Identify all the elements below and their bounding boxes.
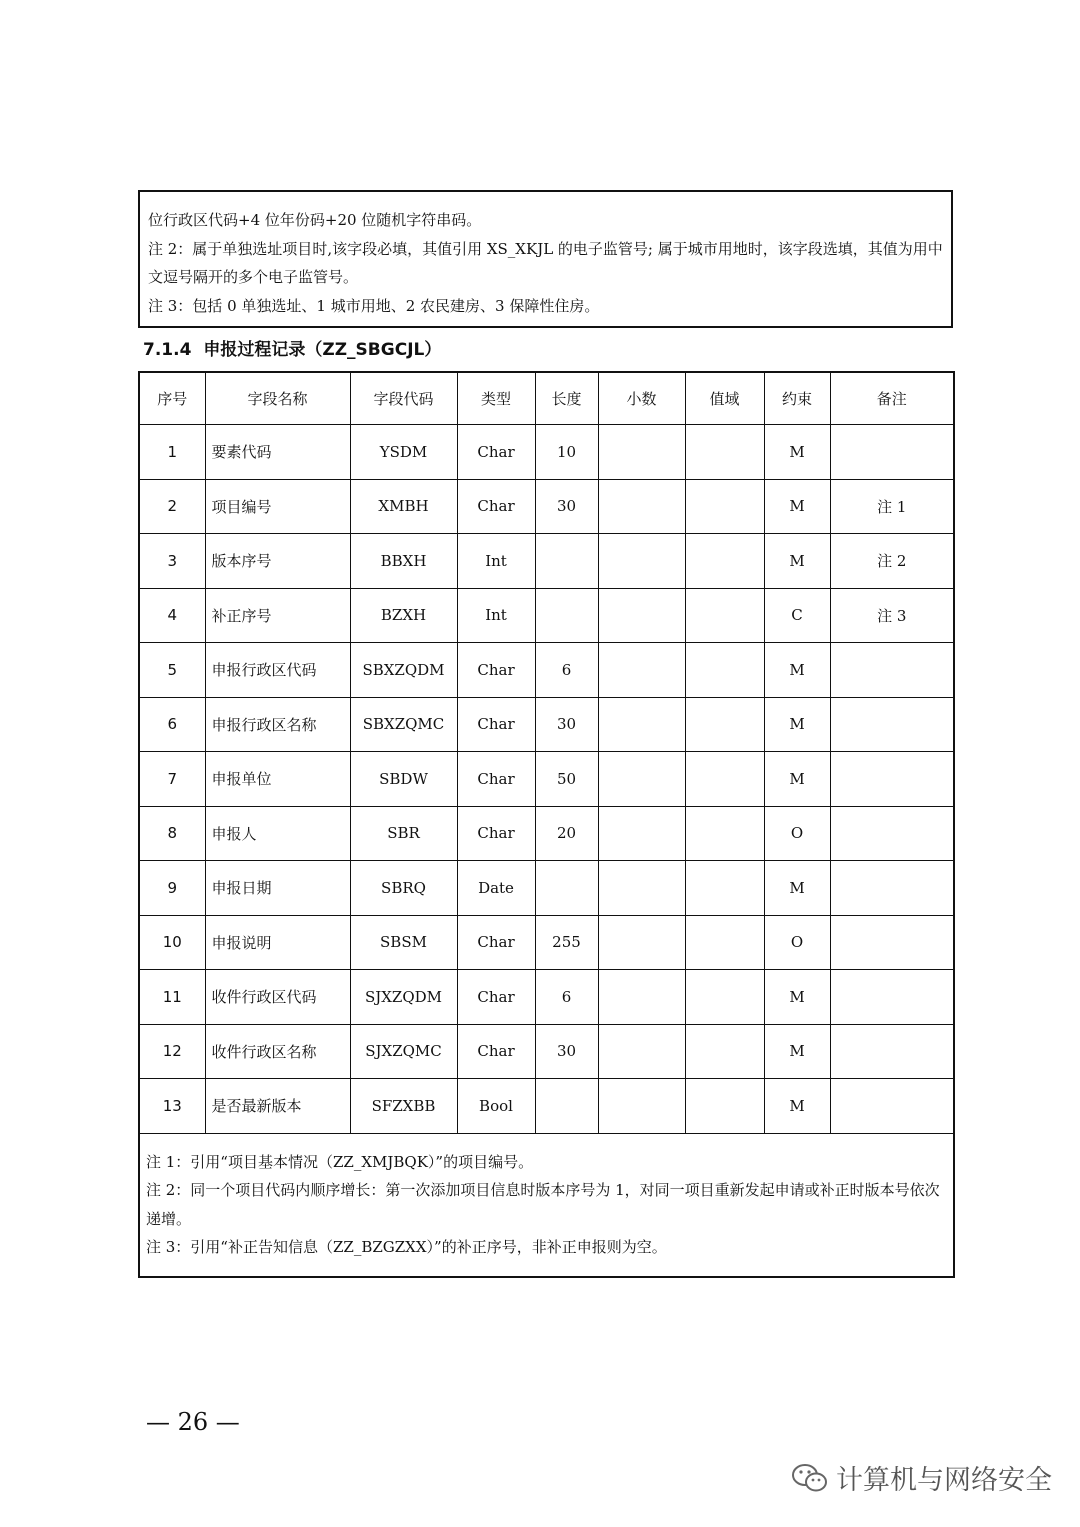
cell-seq: 5 [139,643,205,698]
cell-domain [685,1024,764,1079]
cell-field-code: BZXH [350,588,457,643]
cell-constraint: C [764,588,830,643]
cell-decimal [598,1079,685,1134]
cell-field-name: 申报行政区名称 [205,697,350,752]
cell-field-name: 是否最新版本 [205,1079,350,1134]
cell-seq: 6 [139,697,205,752]
cell-seq: 13 [139,1079,205,1134]
cell-type: Char [457,479,535,534]
cell-domain [685,806,764,861]
cell-field-name: 要素代码 [205,425,350,480]
table-row [139,806,954,861]
note-line: 注 2：属于单独选址项目时,该字段必填，其值引用 XS_XKJL 的电子监管号; 属于城市用地时，该字段选填，其值为用中文逗号隔开的多个电子监管号。 [148,239,943,286]
column-header: 备注 [830,372,954,425]
cell-type: Char [457,697,535,752]
cell-field-name: 申报单位 [205,752,350,807]
cell-type: Char [457,643,535,698]
table-row [139,861,954,916]
cell-seq: 12 [139,1024,205,1079]
table-row [139,479,954,534]
column-header: 小数 [598,372,685,425]
cell-field-code: YSDM [350,425,457,480]
cell-type: Int [457,588,535,643]
cell-seq: 2 [139,479,205,534]
cell-type: Char [457,752,535,807]
cell-field-code: SBRQ [350,861,457,916]
cell-constraint: M [764,479,830,534]
table-row [139,752,954,807]
cell-domain [685,425,764,480]
cell-length: 30 [535,479,598,534]
cell-length: 10 [535,425,598,480]
note-line: 位行政区代码+4 位年份码+20 位随机字符串码。 [148,211,482,229]
column-header: 类型 [457,372,535,425]
cell-remark [830,425,954,480]
cell-decimal [598,752,685,807]
cell-decimal [598,425,685,480]
cell-field-name: 收件行政区名称 [205,1024,350,1079]
cell-length [535,588,598,643]
cell-constraint: O [764,915,830,970]
cell-remark [830,643,954,698]
section-number: 7.1.4 [143,340,192,360]
column-header: 字段名称 [205,372,350,425]
cell-field-code: SBXZQMC [350,697,457,752]
cell-remark [830,861,954,916]
cell-decimal [598,643,685,698]
cell-remark [830,915,954,970]
cell-decimal [598,534,685,589]
cell-type: Char [457,806,535,861]
cell-decimal [598,806,685,861]
cell-constraint: M [764,697,830,752]
cell-field-code: SFZXBB [350,1079,457,1134]
table-row [139,1024,954,1079]
cell-type: Date [457,861,535,916]
table-notes [139,1133,954,1277]
cell-field-code: BBXH [350,534,457,589]
cell-remark [830,752,954,807]
cell-domain [685,479,764,534]
table-row [139,588,954,643]
cell-field-name: 补正序号 [205,588,350,643]
table-row [139,697,954,752]
watermark-text: 计算机与网络安全 [836,1465,1052,1496]
cell-field-code: SBDW [350,752,457,807]
cell-constraint: M [764,643,830,698]
cell-decimal [598,915,685,970]
cell-domain [685,752,764,807]
note-line: 注 3：包括 0 单独选址、1 城市用地、2 农民建房、3 保障性住房。 [148,296,600,315]
table-row [139,970,954,1025]
cell-seq: 11 [139,970,205,1025]
cell-length: 30 [535,697,598,752]
cell-field-code: SBXZQDM [350,643,457,698]
cell-length: 30 [535,1024,598,1079]
cell-remark: 注 2 [830,534,954,589]
cell-seq: 4 [139,588,205,643]
table-row [139,1079,954,1134]
cell-domain [685,915,764,970]
cell-field-name: 申报行政区代码 [205,643,350,698]
cell-domain [685,588,764,643]
table-row [139,534,954,589]
table-notes-row [139,1133,954,1277]
cell-field-code: SBSM [350,915,457,970]
column-header: 值域 [685,372,764,425]
cell-field-name: 申报说明 [205,915,350,970]
cell-constraint: M [764,1079,830,1134]
cell-decimal [598,1024,685,1079]
cell-decimal [598,970,685,1025]
cell-remark: 注 1 [830,479,954,534]
cell-length: 6 [535,970,598,1025]
cell-length [535,534,598,589]
cell-domain [685,1079,764,1134]
column-header: 约束 [764,372,830,425]
cell-length [535,1079,598,1134]
column-header: 序号 [139,372,205,425]
column-header: 字段代码 [350,372,457,425]
watermark [790,1458,1052,1497]
cell-constraint: M [764,861,830,916]
cell-decimal [598,861,685,916]
cell-type: Char [457,915,535,970]
table-row [139,643,954,698]
cell-field-code: XMBH [350,479,457,534]
cell-domain [685,970,764,1025]
cell-field-code: SJXZQMC [350,1024,457,1079]
section-title: 申报过程记录（ZZ_SBGCJL） [203,340,442,360]
cell-constraint: M [764,970,830,1025]
cell-constraint: M [764,1024,830,1079]
cell-seq: 7 [139,752,205,807]
cell-length: 20 [535,806,598,861]
cell-constraint: M [764,752,830,807]
cell-remark [830,806,954,861]
cell-type: Int [457,534,535,589]
cell-type: Bool [457,1079,535,1134]
table-row [139,425,954,480]
cell-seq: 1 [139,425,205,480]
cell-field-name: 收件行政区代码 [205,970,350,1025]
cell-length: 6 [535,643,598,698]
table-note: 注 1：引用“项目基本情况（ZZ_XMJBQK）”的项目编号。 [146,1152,534,1171]
page-number: — 26 — [146,1408,240,1436]
cell-remark [830,697,954,752]
table-header-row [139,372,954,425]
cell-seq: 10 [139,915,205,970]
cell-remark [830,1024,954,1079]
cell-field-name: 申报人 [205,806,350,861]
wechat-icon [790,1461,830,1495]
cell-remark: 注 3 [830,588,954,643]
cell-type: Char [457,970,535,1025]
cell-length [535,861,598,916]
cell-type: Char [457,425,535,480]
cell-constraint: O [764,806,830,861]
cell-domain [685,643,764,698]
cell-field-code: SJXZQDM [350,970,457,1025]
cell-domain [685,861,764,916]
cell-decimal [598,697,685,752]
field-table [138,371,955,1278]
cell-seq: 9 [139,861,205,916]
cell-field-name: 版本序号 [205,534,350,589]
table-body [139,425,954,1134]
cell-field-name: 项目编号 [205,479,350,534]
table-note: 注 3：引用“补正告知信息（ZZ_BZGZXX）”的补正序号，非补正申报则为空。 [146,1238,667,1256]
cell-remark [830,1079,954,1134]
cell-constraint: M [764,534,830,589]
cell-domain [685,697,764,752]
cell-decimal [598,588,685,643]
column-header: 长度 [535,372,598,425]
cell-seq: 3 [139,534,205,589]
section-heading [143,336,441,364]
table-note: 注 2：同一个项目代码内顺序增长：第一次添加项目信息时版本序号为 1，对同一项目重新发起申请或补正时版本号依次递增。 [146,1181,940,1228]
cell-remark [830,970,954,1025]
cell-field-name: 申报日期 [205,861,350,916]
cell-length: 255 [535,915,598,970]
cell-decimal [598,479,685,534]
cell-constraint: M [764,425,830,480]
cell-domain [685,534,764,589]
cell-type: Char [457,1024,535,1079]
cell-length: 50 [535,752,598,807]
table-row [139,915,954,970]
cell-field-code: SBR [350,806,457,861]
top-note-box [138,190,953,328]
cell-seq: 8 [139,806,205,861]
